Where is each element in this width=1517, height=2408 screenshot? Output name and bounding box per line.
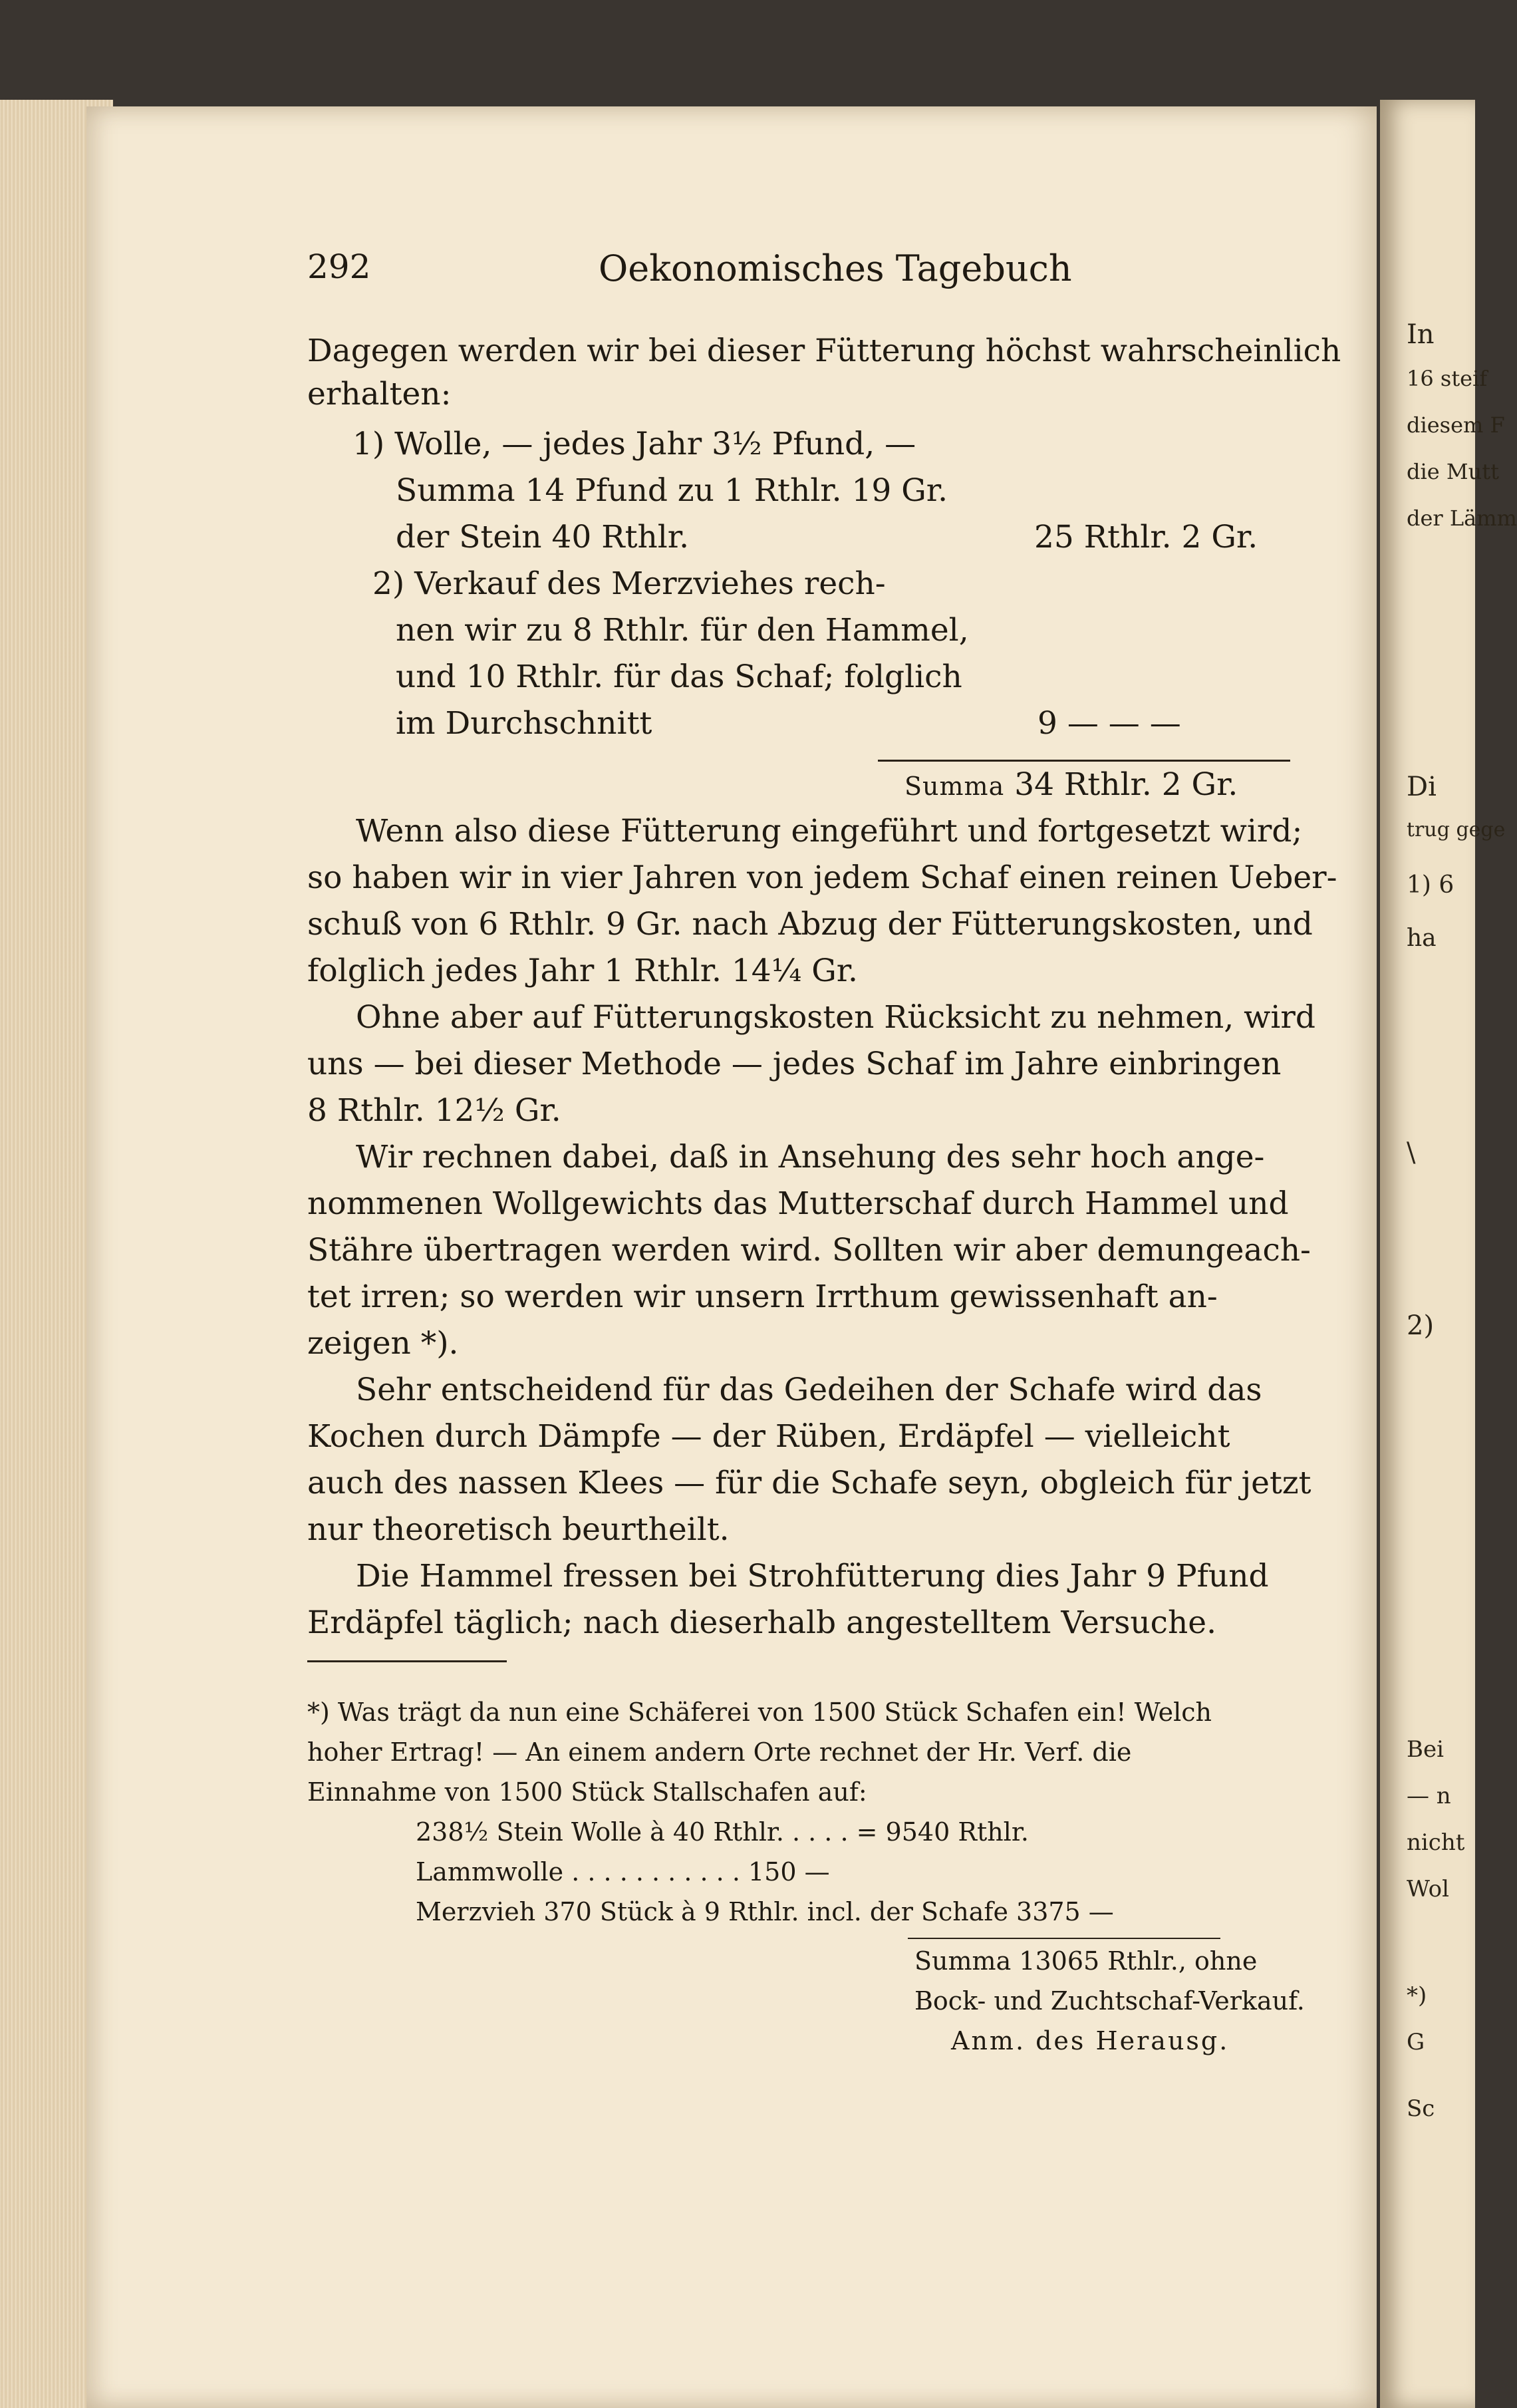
text-line: nen wir zu 8 Rthlr. für den Hammel, <box>396 612 969 649</box>
text-line: tet irren; so werden wir unsern Irrthum gewissenhaft an- <box>307 1279 1218 1315</box>
list-item-wool: 1) Wolle, — jedes Jahr 3½ Pfund, — <box>352 426 916 462</box>
text-line: so haben wir in vier Jahren von jedem Schaf einen reinen Ueber- <box>307 859 1337 896</box>
footnote-line: Einnahme von 1500 Stück Stallschafen auf: <box>307 1777 867 1807</box>
footnote-attribution: Anm. des Herausg. <box>951 2026 1230 2055</box>
next-page-fragment: nicht <box>1407 1829 1465 1856</box>
next-page-fragment: Wol <box>1407 1876 1449 1902</box>
text-line: folglich jedes Jahr 1 Rthlr. 14¼ Gr. <box>307 953 858 989</box>
next-page-fragment: die Mutt <box>1407 459 1499 484</box>
footnote-line: hoher Ertrag! — An einem andern Orte rechnet der Hr. Verf. die <box>307 1737 1132 1767</box>
next-page-fragment: der Lämm <box>1407 506 1517 531</box>
footnote-line: 238½ Stein Wolle à 40 Rthlr. . . . . = 9540 Rthlr. <box>416 1817 1029 1847</box>
text-line: Sehr entscheidend für das Gedeihen der Schafe wird das <box>356 1372 1262 1408</box>
text-line: der Stein 40 Rthlr. <box>396 519 690 555</box>
footnote-line: *) Was trägt da nun eine Schäferei von 1500 Stück Schafen ein! Welch <box>307 1698 1212 1727</box>
text-line: erhalten: <box>307 376 452 412</box>
footnote-line: Bock- und Zuchtschaf-Verkauf. <box>914 1986 1305 2016</box>
next-page-fragment: diesem F <box>1407 412 1505 438</box>
footnote-line: Merzvieh 370 Stück à 9 Rthlr. incl. der Schafe 3375 — <box>416 1897 1114 1926</box>
footnote-rule <box>307 1660 507 1662</box>
text-line: Dagegen werden wir bei dieser Fütterung höchst wahrscheinlich <box>307 333 1341 369</box>
next-page-fragment: Di <box>1407 772 1437 802</box>
next-page-edge <box>1380 100 1517 2408</box>
text-line: 8 Rthlr. 12½ Gr. <box>307 1092 561 1129</box>
next-page-fragment: — n <box>1407 1783 1451 1809</box>
text-line: auch des nassen Klees — für die Schafe seyn, obgleich für jetzt <box>307 1465 1311 1501</box>
summa-amount: 34 Rthlr. 2 Gr. <box>1014 766 1238 803</box>
amount: 25 Rthlr. 2 Gr. <box>1034 519 1258 555</box>
text-line: nommenen Wollgewichts das Mutterschaf durch Hammel und <box>307 1185 1289 1222</box>
page-number: 292 <box>307 247 371 286</box>
next-page-fragment: 2) <box>1407 1310 1435 1341</box>
next-page-fragment: In <box>1407 319 1435 350</box>
text-line: Kochen durch Dämpfe — der Rüben, Erdäpfel — vielleicht <box>307 1418 1230 1455</box>
amount: 9 — — — <box>1037 705 1181 742</box>
footnote-sum-rule <box>908 1938 1220 1939</box>
text-line: Summa 14 Pfund zu 1 Rthlr. 19 Gr. <box>396 472 948 509</box>
text-line: zeigen *). <box>307 1325 459 1362</box>
next-page-fragment: 16 steif <box>1407 366 1488 391</box>
text-line: und 10 Rthlr. für das Schaf; folglich <box>396 659 962 695</box>
next-page-fragment: trug gege <box>1407 818 1506 841</box>
text-line: Erdäpfel täglich; nach dieserhalb angestelltem Versuche. <box>307 1604 1217 1641</box>
next-page-fragment: Sc <box>1407 2095 1435 2122</box>
next-page-fragment: *) <box>1407 1982 1427 2009</box>
summa-label: Summa <box>904 772 1005 801</box>
sum-rule <box>878 760 1290 762</box>
text-line: Stähre übertragen werden wird. Sollten wir aber demungeach- <box>307 1232 1311 1269</box>
text-line: uns — bei dieser Methode — jedes Schaf im Jahre einbringen <box>307 1046 1282 1082</box>
text-line: nur theoretisch beurtheilt. <box>307 1511 730 1548</box>
footnote-line: Lammwolle . . . . . . . . . . . 150 — <box>416 1857 830 1886</box>
summa-line <box>904 766 1238 803</box>
text-line: Die Hammel fressen bei Strohfütterung dies Jahr 9 Pfund <box>356 1558 1269 1594</box>
text-line: Wenn also diese Fütterung eingeführt und fortgesetzt wird; <box>356 813 1303 849</box>
text-line: Wir rechnen dabei, daß in Ansehung des sehr hoch ange- <box>356 1139 1265 1175</box>
footnote-line: Summa 13065 Rthlr., ohne <box>914 1946 1258 1976</box>
text-line: im Durchschnitt <box>396 705 652 742</box>
text-line: Ohne aber auf Fütterungskosten Rücksicht zu nehmen, wird <box>356 999 1315 1036</box>
next-page-fragment: Bei <box>1407 1736 1444 1763</box>
list-item-sale: 2) Verkauf des Merzviehes rech- <box>372 565 886 602</box>
next-page-fragment: G <box>1407 2029 1425 2055</box>
running-title: Oekonomisches Tagebuch <box>599 247 1072 289</box>
next-page-fragment: ha <box>1407 925 1437 952</box>
text-line: schuß von 6 Rthlr. 9 Gr. nach Abzug der Fütterungskosten, und <box>307 906 1313 943</box>
next-page-fragment: \ <box>1407 1137 1416 1168</box>
next-page-fragment: 1) 6 <box>1407 871 1454 899</box>
